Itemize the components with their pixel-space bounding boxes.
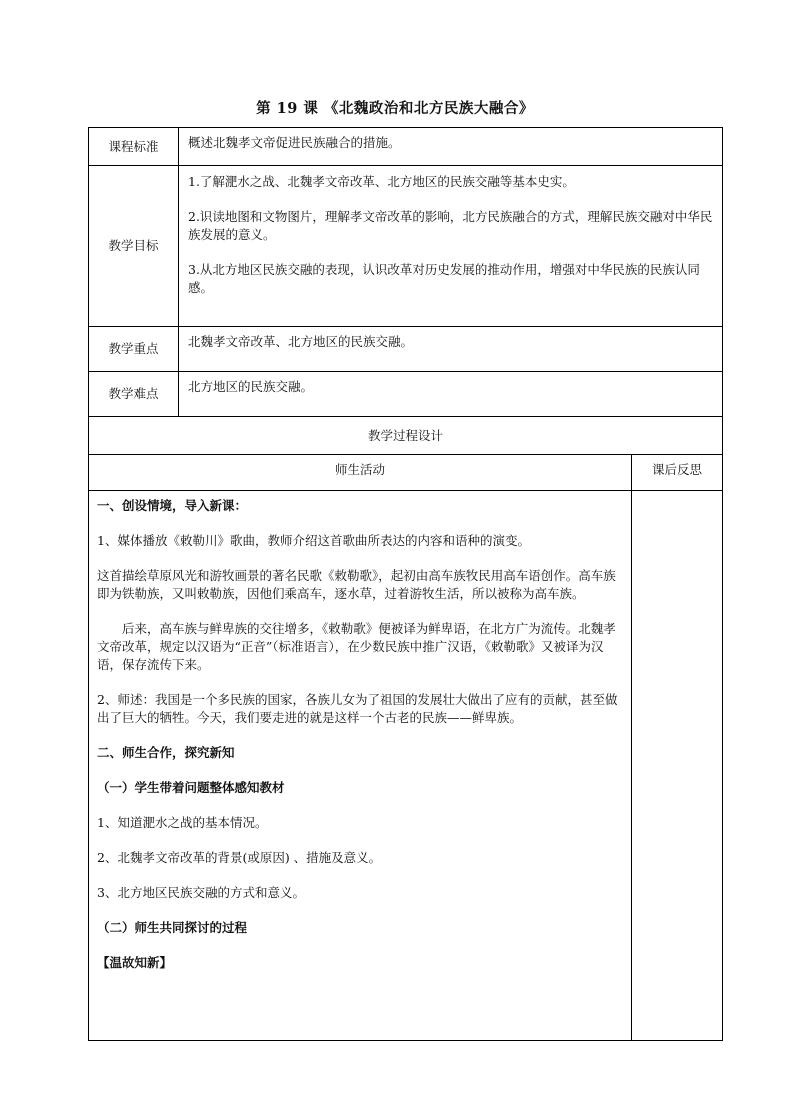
key-points-row — [89, 327, 723, 372]
process-title: 教学过程设计 — [89, 417, 723, 455]
question-1: 1、知道淝水之战的基本情况。 — [97, 815, 268, 830]
activity-body — [89, 491, 632, 1041]
difficulties-label: 教学难点 — [89, 372, 179, 417]
difficulties-text: 北方地区的民族交融。 — [179, 372, 723, 417]
question-2: 2、北魏孝文帝改革的背景(或原因) 、措施及意义。 — [97, 850, 382, 865]
objectives-label: 教学目标 — [89, 166, 179, 327]
page-title: 第 19 课 《北魏政治和北方民族大融合》 — [256, 100, 534, 117]
question-3: 3、北方地区民族交融的方式和意义。 — [97, 885, 305, 900]
key-points-text: 北魏孝文帝改革、北方地区的民族交融。 — [179, 327, 723, 372]
paragraph-3: 后来，高车族与鲜卑族的交往增多，《敕勒歌》便被译为鲜卑语，在北方广为流传。北魏孝文帝改革，规定以汉语为“正音”（标准语言），在少数民族中推广汉语，《敕勒歌》又被译为汉语，保存流传下来。 — [97, 621, 616, 672]
paragraph-2: 这首描绘草原风光和游牧画景的著名民歌《敕勒歌》，起初由高车族牧民用高车语创作。高车族即为铁勒族，又叫敕勒族，因他们乘高车，逐水草，过着游牧生活，所以被称为高车族。 — [97, 568, 616, 601]
objective-3: 3.从北方地区民族交融的表现，认识改革对历史发展的推动作用，增强对中华民族的民族认同感。 — [188, 262, 700, 295]
body-row — [89, 491, 723, 1041]
activity-column-header: 师生活动 — [89, 455, 632, 491]
standard-row — [89, 128, 723, 166]
objective-2: 2.识读地图和文物图片，理解孝文帝改革的影响，北方民族融合的方式，理解民族交融对中华民族发展的意义。 — [188, 209, 713, 242]
standard-text: 概述北魏孝文帝促进民族融合的措施。 — [179, 128, 723, 166]
section2-heading: 二、师生合作，探究新知 — [97, 745, 235, 760]
process-title-row — [89, 417, 723, 455]
standard-label: 课程标准 — [89, 128, 179, 166]
sub1-heading: （一）学生带着问题整体感知教材 — [97, 780, 285, 795]
objectives-row — [89, 166, 723, 327]
objective-1: 1.了解淝水之战、北魏孝文帝改革、北方地区的民族交融等基本史实。 — [188, 174, 575, 189]
lesson-plan-table — [88, 127, 723, 1041]
reflection-column-header: 课后反思 — [632, 455, 723, 491]
section1-heading: 一、创设情境，导入新课： — [97, 498, 248, 513]
difficulties-row — [89, 372, 723, 417]
sub2-heading: （二）师生共同探讨的过程 — [97, 920, 248, 935]
paragraph-1: 1、媒体播放《敕勒川》歌曲，教师介绍这首歌曲所表达的内容和语种的演变。 — [97, 533, 530, 548]
reflection-body — [632, 491, 723, 1041]
objectives-content — [179, 166, 723, 327]
paragraph-4: 2、师述：我国是一个多民族的国家，各族儿女为了祖国的发展壮大做出了应有的贡献，甚至做出了巨大的牺牲。今天，我们要走进的就是这样一个古老的民族——鲜卑族。 — [97, 692, 618, 725]
review-heading: 【温故知新】 — [97, 955, 173, 970]
column-header-row — [89, 455, 723, 491]
key-points-label: 教学重点 — [89, 327, 179, 372]
